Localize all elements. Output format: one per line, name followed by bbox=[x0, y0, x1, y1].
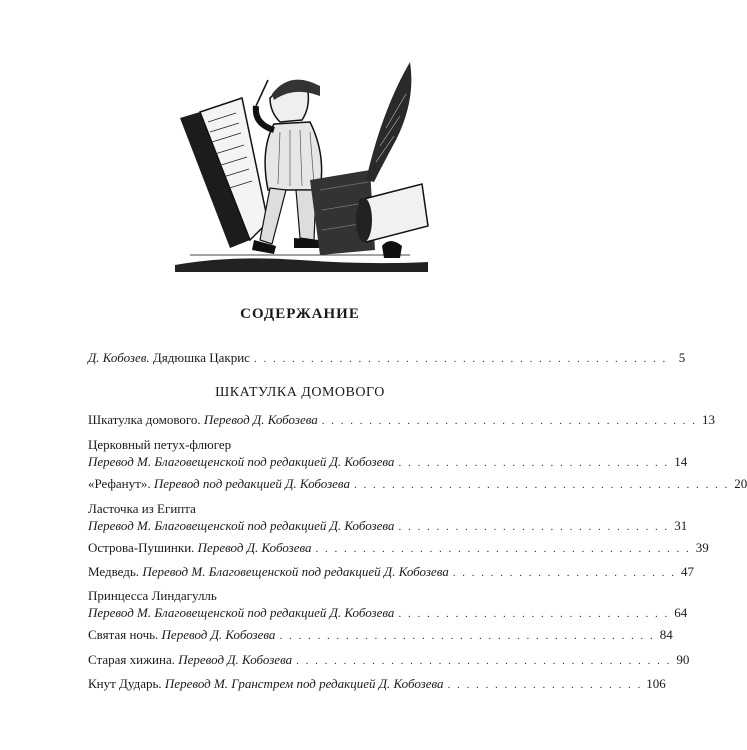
entry-translator: Перевод Д. Кобозева bbox=[197, 540, 312, 555]
leader-dots: . . . . . . . . . . . . . . . . . . . . . . . . . . . . . . . . . . . . . . . . bbox=[296, 655, 672, 667]
toc-entry[interactable] bbox=[88, 436, 688, 472]
entry-translator: Перевод Д. Кобозева bbox=[161, 627, 276, 642]
leader-dots: . . . . . . . . . . . . . . . . . . . . . . . . . . . . . bbox=[398, 608, 670, 620]
intro-author: Д. Кобозев. bbox=[88, 350, 150, 365]
intro-title: Дядюшка Цакрис bbox=[152, 350, 250, 365]
page-number: 84 bbox=[659, 627, 673, 642]
entry-title: Кнут Дударь. bbox=[88, 676, 162, 691]
leader-dots: . . . . . . . . . . . . . . . . . . . . . . . . bbox=[452, 567, 676, 579]
leader-dots: . . . . . . . . . . . . . . . . . . . . . . . . . . . . . . . . . . . . . . . . . . . . bbox=[253, 353, 668, 365]
entry-title: Острова-Пушинки. bbox=[88, 540, 195, 555]
entry-title: Шкатулка домового. bbox=[88, 412, 201, 427]
page-number: 64 bbox=[674, 605, 688, 620]
leader-dots: . . . . . . . . . . . . . . . . . . . . . . . . . . . . . bbox=[398, 457, 670, 469]
page-number: 31 bbox=[674, 518, 688, 533]
toc-entry[interactable] bbox=[88, 475, 747, 494]
entry-title: Церковный петух-флюгер bbox=[88, 437, 232, 452]
entry-translator: Перевод М. Благовещенской под редакцией Д. Кобозева bbox=[88, 605, 395, 620]
entry-translator: Перевод М. Благовещенской под редакцией Д. Кобозева bbox=[88, 518, 395, 533]
page-number: 20 bbox=[734, 476, 747, 491]
page-number: 47 bbox=[681, 564, 694, 579]
entry-title: Ласточка из Египта bbox=[88, 501, 196, 516]
entry-title: Медведь. bbox=[88, 564, 140, 579]
page-number: 14 bbox=[674, 454, 688, 469]
entry-translator: Перевод М. Благовещенской под редакцией Д. Кобозева bbox=[88, 454, 395, 469]
boy-writing-illustration bbox=[170, 50, 432, 280]
page-title: СОДЕРЖАНИЕ bbox=[240, 306, 360, 322]
entry-translator: Перевод М. Гранстрем под редакцией Д. Кобозева bbox=[164, 676, 444, 691]
leader-dots: . . . . . . . . . . . . . . . . . . . . . . . . . . . . . bbox=[398, 521, 670, 533]
toc-entry[interactable] bbox=[88, 587, 688, 623]
entry-translator: Перевод Д. Кобозева bbox=[203, 412, 318, 427]
toc-entry[interactable] bbox=[88, 539, 709, 558]
leader-dots: . . . . . . . . . . . . . . . . . . . . . . . . . . . . . . . . . . . . . . . . bbox=[321, 415, 698, 427]
leader-dots: . . . . . . . . . . . . . . . . . . . . . . . . . . . . . . . . . . . . . . . . bbox=[354, 479, 730, 491]
page-number: 106 bbox=[646, 676, 666, 691]
page-number: 90 bbox=[676, 652, 690, 667]
page-number: 39 bbox=[695, 540, 709, 555]
entry-title: «Рефанут». bbox=[88, 476, 151, 491]
leader-dots: . . . . . . . . . . . . . . . . . . . . . . . . . . . . . . . . . . . . . . . . bbox=[315, 543, 691, 555]
toc-entry[interactable] bbox=[88, 651, 690, 670]
leader-dots: . . . . . . . . . . . . . . . . . . . . . bbox=[447, 679, 643, 691]
toc-entry[interactable] bbox=[88, 563, 694, 582]
entry-title: Старая хижина. bbox=[88, 652, 175, 667]
toc-entry[interactable] bbox=[88, 626, 673, 645]
entry-title: Принцесса Линдагулль bbox=[88, 588, 217, 603]
toc-entry[interactable] bbox=[88, 675, 666, 694]
page-number: 5 bbox=[678, 350, 686, 365]
entry-translator: Перевод под редакцией Д. Кобозева bbox=[153, 476, 350, 491]
entry-title: Святая ночь. bbox=[88, 627, 159, 642]
section-title: ШКАТУЛКА ДОМОВОГО bbox=[215, 385, 385, 400]
toc-entry[interactable] bbox=[88, 411, 716, 430]
toc-intro[interactable] bbox=[88, 349, 686, 368]
entry-translator: Перевод М. Благовещенской под редакцией Д. Кобозева bbox=[142, 564, 449, 579]
page-number: 13 bbox=[702, 412, 716, 427]
toc-entry[interactable] bbox=[88, 500, 688, 536]
leader-dots: . . . . . . . . . . . . . . . . . . . . . . . . . . . . . . . . . . . . . . . . bbox=[279, 630, 655, 642]
entry-translator: Перевод Д. Кобозева bbox=[178, 652, 293, 667]
